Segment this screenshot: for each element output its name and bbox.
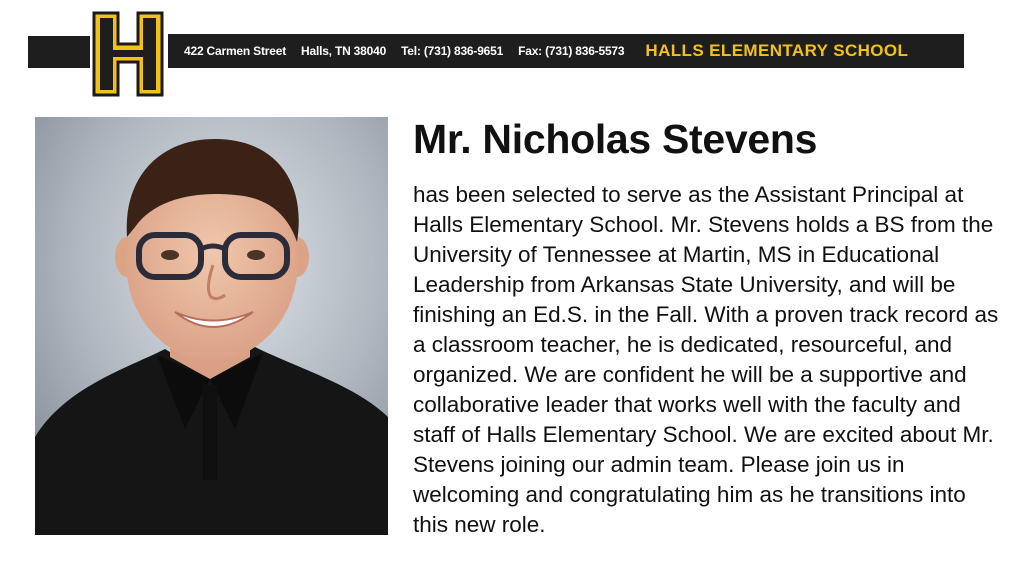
- header-band-left: [28, 36, 90, 68]
- fax-text: Fax: (731) 836-5573: [518, 44, 625, 58]
- header-band: [168, 34, 964, 68]
- city-text: Halls, TN 38040: [301, 44, 387, 58]
- school-logo-h-icon: [90, 10, 166, 98]
- school-name: HALLS ELEMENTARY SCHOOL: [645, 41, 909, 60]
- address-text: 422 Carmen Street: [184, 44, 286, 58]
- person-name: Mr. Nicholas Stevens: [413, 116, 818, 162]
- phone-text: Tel: (731) 836-9651: [401, 44, 504, 58]
- portrait-photo: [35, 117, 388, 535]
- announcement-body: has been selected to serve as the Assistant Principal at Halls Elementary School. Mr. Stevens holds a BS from the University of Tennessee at Martin, MS in Educational Leadership from Arkansas State University, and will be finishing an Ed.S. in the Fall. With a proven track record as a classroom teacher, he is dedicated, resourceful, and organized. We are confident he will be a supportive and collaborative leader that works well with the faculty and staff of Halls Elementary School. We are excited about Mr. Stevens joining our admin team. Please join us in welcoming and congratulating him as he transitions into this new role.: [413, 182, 999, 537]
